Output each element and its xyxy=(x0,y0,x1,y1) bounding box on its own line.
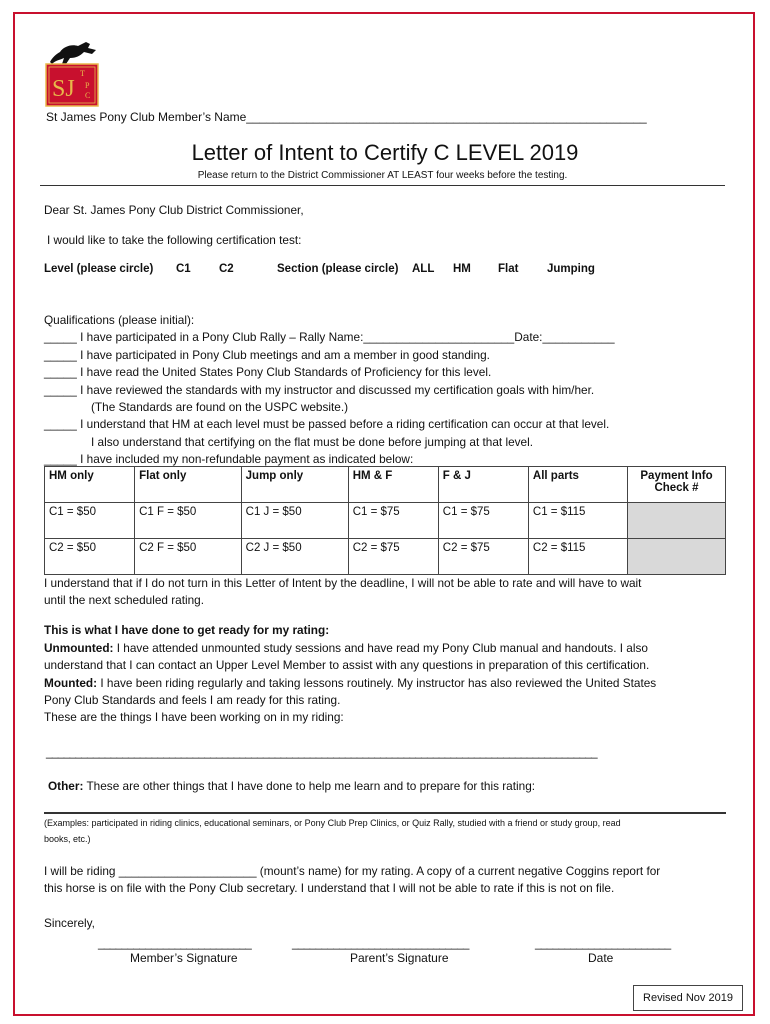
level-section-row xyxy=(44,263,724,279)
mounted-line1 xyxy=(44,676,656,690)
examples-line1: (Examples: participated in riding clinics, educational seminars, or Pony Club Prep Clinics, or Quiz Rally, studied with a friend or study group, read xyxy=(44,818,621,828)
member-name-blank[interactable]: ____________________________________________________________ xyxy=(246,110,647,124)
fee-c1-f-j[interactable]: C1 = $75 xyxy=(438,503,528,539)
section-label: Section (please circle) xyxy=(277,263,399,275)
mounted-label: Mounted: xyxy=(44,676,98,690)
working-on-label: These are the things I have been working on in my riding: xyxy=(44,710,344,724)
closing: Sincerely, xyxy=(44,916,95,930)
qualification-meetings[interactable]: _____ I have participated in Pony Club meetings and am a member in good standing. xyxy=(44,348,490,362)
section-option-flat[interactable]: Flat xyxy=(498,263,519,275)
revised-date-box: Revised Nov 2019 xyxy=(633,985,743,1011)
deadline-note-line1: I understand that if I do not turn in this Letter of Intent by the deadline, I will not be able to rate and will have to wait xyxy=(44,576,642,590)
riding-line2: this horse is on file with the Pony Club secretary. I understand that I will not be able to rate if this is not on file. xyxy=(44,881,615,895)
qualification-standards[interactable]: _____ I have read the United States Pony Club Standards of Proficiency for this level. xyxy=(44,365,492,379)
logo-side-letter-c: C xyxy=(85,91,91,100)
logo-initials: SJ xyxy=(52,76,75,102)
page-title: Letter of Intent to Certify C LEVEL 2019 xyxy=(191,140,579,165)
fees-header-all-parts: All parts xyxy=(528,467,627,503)
member-name-label: St James Pony Club Member’s Name xyxy=(46,110,247,124)
other-text: These are other things that I have done to help me learn and to prepare for this rating: xyxy=(83,779,536,793)
fee-c1-all[interactable]: C1 = $115 xyxy=(528,503,627,539)
date-label: Date xyxy=(588,951,614,965)
fees-header-jump-only: Jump only xyxy=(241,467,348,503)
qualification-payment[interactable]: _____ I have included my non-refundable payment as indicated below: xyxy=(44,452,414,466)
subtitle: Please return to the District Commissioner AT LEAST four weeks before the testing. xyxy=(197,170,568,181)
fee-c2-hm[interactable]: C2 = $50 xyxy=(45,539,135,575)
unmounted-line2: understand that I can contact an Upper Level Member to assist with any questions in preparation of this certification. xyxy=(44,658,650,672)
fees-table xyxy=(44,466,726,575)
fees-header-f-j: F & J xyxy=(438,467,528,503)
member-signature-label: Member’s Signature xyxy=(130,951,238,965)
qualification-rally[interactable]: _____ I have participated in a Pony Club Rally – Rally Name:_______________________Date:___________ xyxy=(44,330,615,344)
fee-c1-hm-f[interactable]: C1 = $75 xyxy=(348,503,438,539)
mounted-line2: Pony Club Standards and feels I am ready for this rating. xyxy=(44,693,341,707)
working-on-blank[interactable]: ______________________________________________________________________________________________ xyxy=(46,745,597,759)
qualification-flat-note: I also understand that certifying on the flat must be done before jumping at that level. xyxy=(91,435,533,449)
level-option-c1[interactable]: C1 xyxy=(176,263,191,275)
section-option-all[interactable]: ALL xyxy=(412,263,435,275)
logo-top-letter: T xyxy=(80,69,85,78)
member-signature-line[interactable]: __________________________ xyxy=(98,938,252,950)
check-number-label: Check # xyxy=(654,482,699,494)
fee-c2-f-j[interactable]: C2 = $75 xyxy=(438,539,528,575)
table-row xyxy=(45,503,726,539)
qualifications-heading: Qualifications (please initial): xyxy=(44,313,195,327)
logo-side-letter-p: P xyxy=(85,81,90,90)
qualification-standards-note: (The Standards are found on the USPC website.) xyxy=(91,400,349,414)
other-line xyxy=(48,779,535,793)
examples-line2: books, etc.) xyxy=(44,834,91,844)
section-option-jumping[interactable]: Jumping xyxy=(547,263,595,275)
payment-info-label: Payment Info xyxy=(640,470,713,482)
pony-club-logo xyxy=(30,30,110,110)
fee-c1-hm[interactable]: C1 = $50 xyxy=(45,503,135,539)
other-answer-line[interactable] xyxy=(44,812,726,814)
unmounted-text1: I have attended unmounted study sessions and have read my Pony Club manual and handouts. I also xyxy=(113,641,648,655)
preparation-heading: This is what I have done to get ready for my rating: xyxy=(44,623,330,637)
fees-header-hm-f: HM & F xyxy=(348,467,438,503)
parent-signature-label: Parent’s Signature xyxy=(350,951,449,965)
fees-header-payment xyxy=(628,467,726,503)
qualification-reviewed[interactable]: _____ I have reviewed the standards with my instructor and discussed my certification goals with him/her. xyxy=(44,383,595,397)
unmounted-line1 xyxy=(44,641,648,655)
level-label: Level (please circle) xyxy=(44,263,154,275)
fee-c2-flat[interactable]: C2 F = $50 xyxy=(135,539,242,575)
unmounted-label: Unmounted: xyxy=(44,641,114,655)
fee-c2-hm-f[interactable]: C2 = $75 xyxy=(348,539,438,575)
fee-c2-all[interactable]: C2 = $115 xyxy=(528,539,627,575)
level-option-c2[interactable]: C2 xyxy=(219,263,234,275)
fees-header-hm-only: HM only xyxy=(45,467,135,503)
deadline-note-line2: until the next scheduled rating. xyxy=(44,593,205,607)
mounted-text1: I have been riding regularly and taking lessons routinely. My instructor has also reviewed the United States xyxy=(97,676,657,690)
fee-c2-jump[interactable]: C2 J = $50 xyxy=(241,539,348,575)
title-divider xyxy=(40,185,725,186)
table-row xyxy=(45,539,726,575)
payment-check-c2[interactable] xyxy=(628,539,726,575)
intro-text: I would like to take the following certification test: xyxy=(47,233,302,247)
fee-c1-flat[interactable]: C1 F = $50 xyxy=(135,503,242,539)
riding-line1[interactable]: I will be riding _____________________ (mount’s name) for my rating. A copy of a current negative Coggins report for xyxy=(44,864,661,878)
salutation: Dear St. James Pony Club District Commissioner, xyxy=(44,203,304,217)
payment-check-c1[interactable] xyxy=(628,503,726,539)
other-label: Other: xyxy=(48,779,84,793)
date-line[interactable]: _______________________ xyxy=(535,938,671,950)
fee-c1-jump[interactable]: C1 J = $50 xyxy=(241,503,348,539)
fees-header-flat-only: Flat only xyxy=(135,467,242,503)
member-name-field[interactable] xyxy=(46,110,647,124)
section-option-hm[interactable]: HM xyxy=(453,263,471,275)
fees-header-row xyxy=(45,467,726,503)
qualification-hm[interactable]: _____ I understand that HM at each level must be passed before a riding certification can occur at that level. xyxy=(44,417,610,431)
parent-signature-line[interactable]: ______________________________ xyxy=(292,938,469,950)
